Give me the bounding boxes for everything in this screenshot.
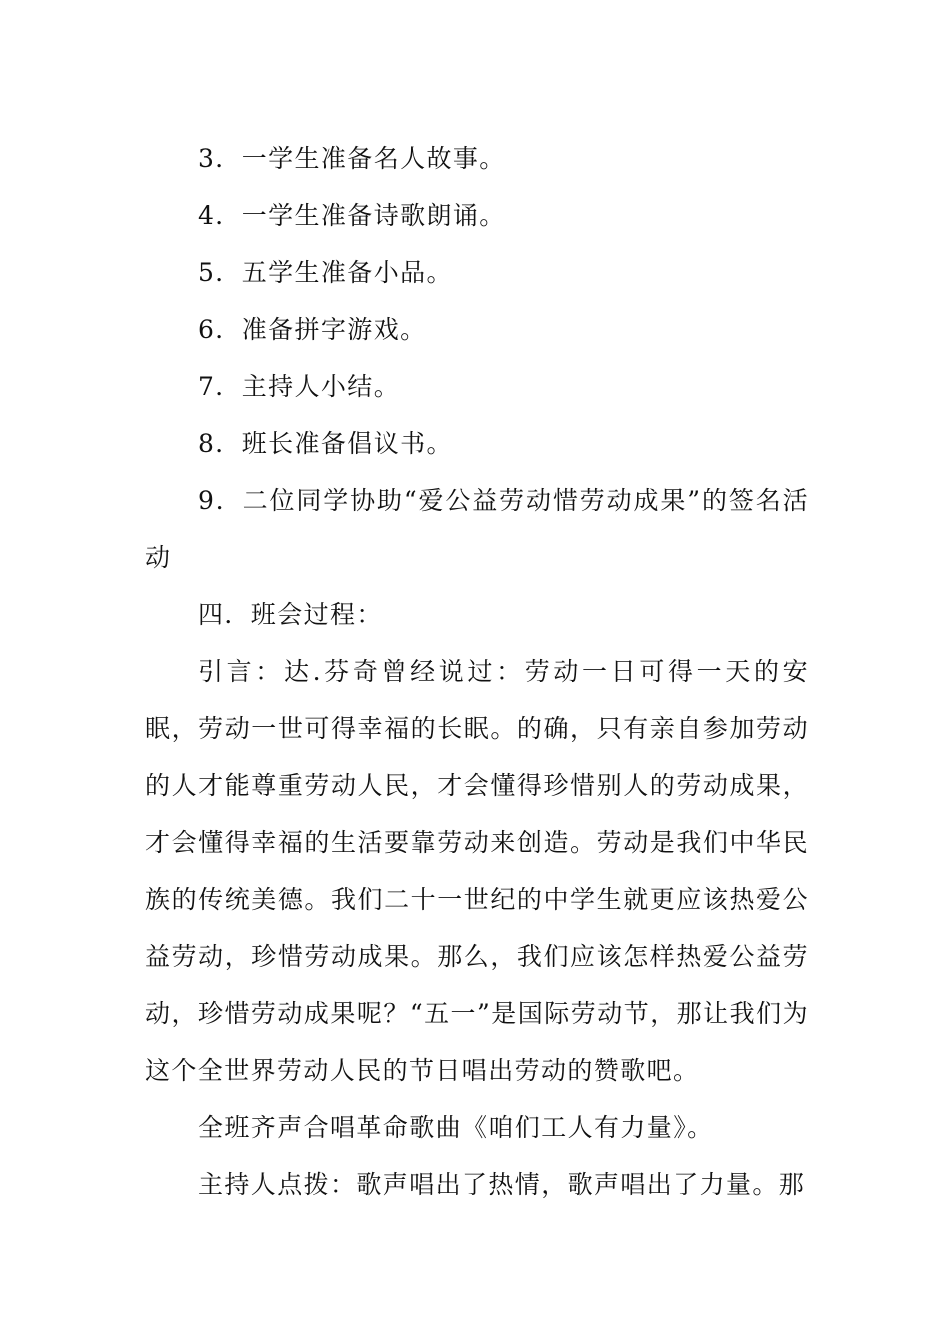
section-heading: 四．班会过程：: [198, 600, 383, 629]
list-item-9: 9．二位同学协助“爱公益劳动惜劳动成果”的签名活动: [145, 486, 809, 572]
list-item-4: 4．一学生准备诗歌朗诵。: [198, 201, 506, 230]
song-paragraph: 全班齐声合唱革命歌曲《咱们工人有力量》。: [198, 1113, 714, 1142]
list-item-6: 6．准备拼字游戏。: [198, 315, 427, 344]
intro-paragraph: 引言：达.芬奇曾经说过：劳动一日可得一天的安眠，劳动一世可得幸福的长眠。的确，只有亲自参加劳动的人才能尊重劳动人民，才会懂得珍惜别人的劳动成果，才会懂得幸福的生活要靠劳动来创造。劳动是我们中华民族的传统美德。我们二十一世纪的中学生就更应该热爱公益劳动，珍惜劳动成果。那么，我们应该怎样热爱公益劳动，珍惜劳动成果呢？“五一”是国际劳动节，那让我们为这个全世界劳动人民的节日唱出劳动的赞歌吧。: [145, 657, 809, 1085]
list-item-8: 8．班长准备倡议书。: [198, 429, 453, 458]
list-item-5: 5．五学生准备小品。: [198, 258, 453, 287]
document-body: [145, 130, 809, 1213]
list-item-3: 3．一学生准备名人故事。: [198, 144, 506, 173]
list-item-7: 7．主持人小结。: [198, 372, 401, 401]
host-paragraph: 主持人点拨：歌声唱出了热情，歌声唱出了力量。那: [198, 1170, 806, 1199]
